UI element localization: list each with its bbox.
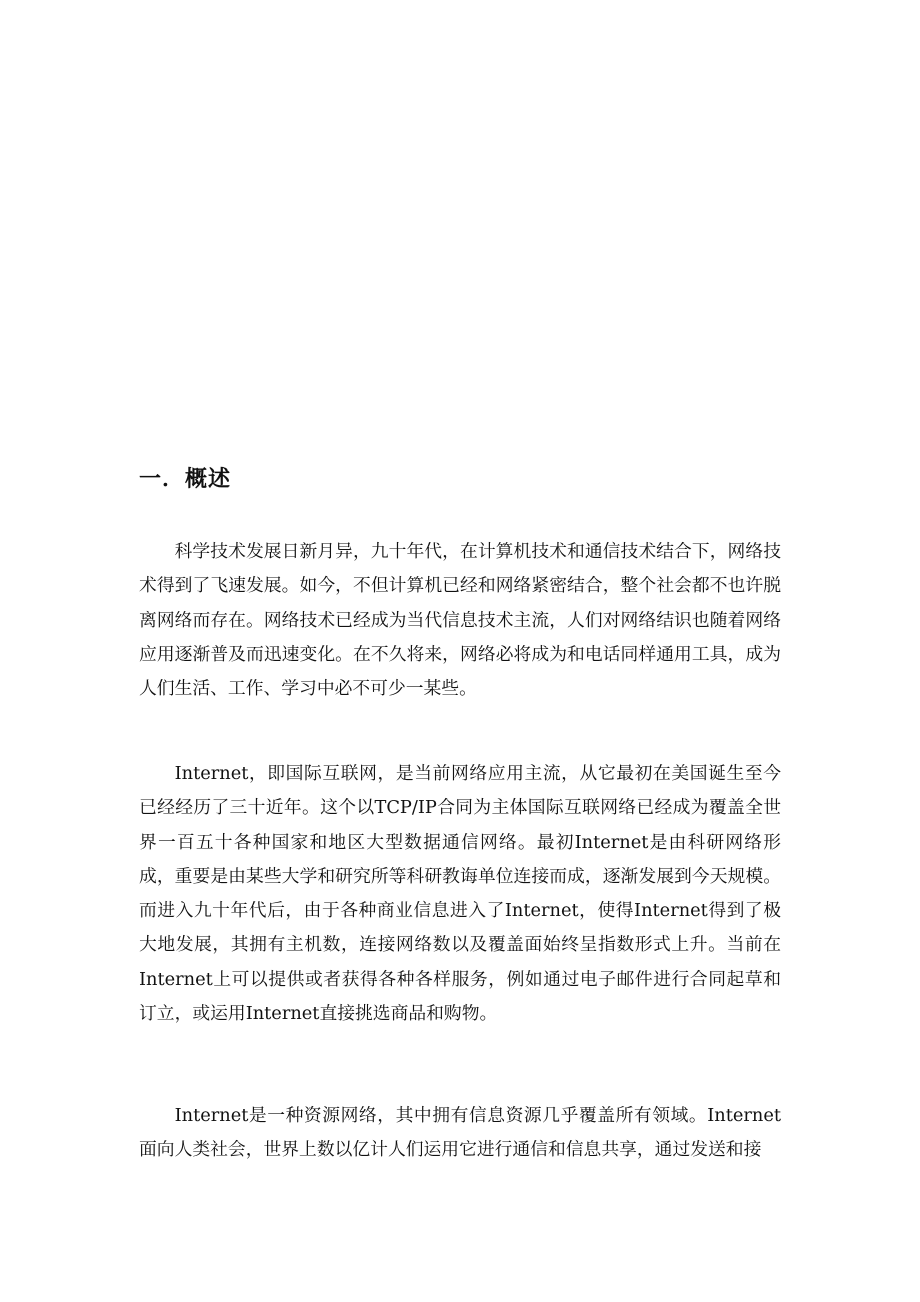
section-heading: 一．概述	[139, 467, 232, 492]
paragraph-3: Internet是一种资源网络，其中拥有信息资源几乎覆盖所有领域。Internet面向人类社会，世界上数以亿计人们运用它进行通信和信息共享，通过发送和接	[139, 1105, 781, 1161]
paragraph-2: Internet，即国际互联网，是当前网络应用主流，从它最初在美国诞生至今已经经历了三十近年。这个以TCP/IP合同为主体国际互联网络已经成为覆盖全世界一百五十各种国家和地区大型数据通信网络。最初Internet是由科研网络形成，重要是由某些大学和研究所等科研教诲单位连接而成，逐渐发展到今天规模。而进入九十年代后，由于各种商业信息进入了Internet，使得Internet得到了极大地发展，其拥有主机数，连接网络数以及覆盖面始终呈指数形式上升。当前在Internet上可以提供或者获得各种各样服务，例如通过电子邮件进行合同起草和订立，或运用Internet直接挑选商品和购物。	[139, 763, 781, 1025]
paragraph-1: 科学技术发展日新月异，九十年代，在计算机技术和通信技术结合下，网络技术得到了飞速发展。如今，不但计算机已经和网络紧密结合，整个社会都不也许脱离网络而存在。网络技术已经成为当代信息技术主流，人们对网络结识也随着网络应用逐渐普及而迅速变化。在不久将来，网络必将成为和电话同样通用工具，成为人们生活、工作、学习中必不可少一某些。	[139, 541, 781, 700]
